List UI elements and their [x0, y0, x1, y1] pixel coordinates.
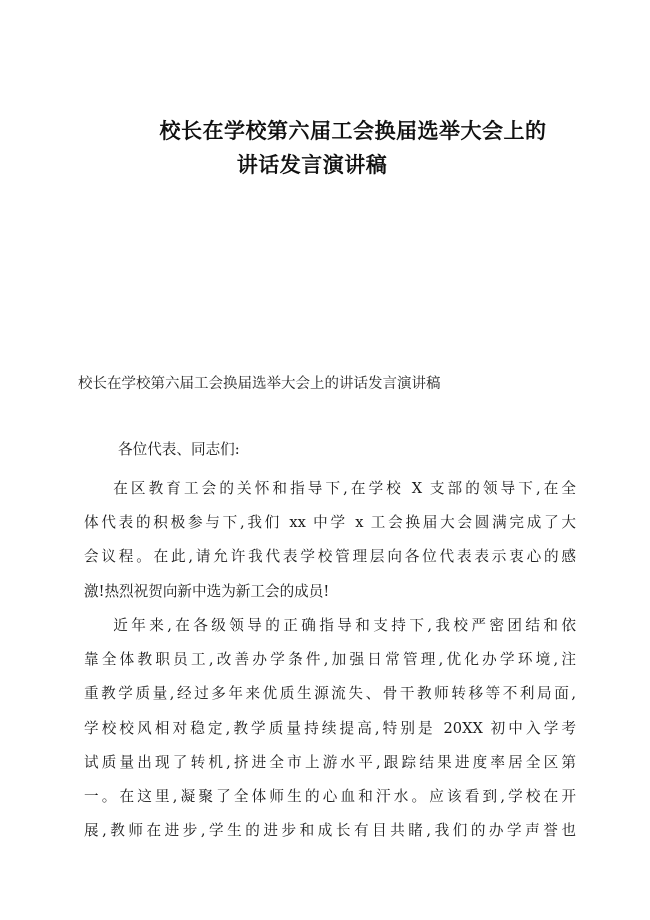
paragraph-2-line-6: 一。在这里,凝聚了全体师生的心血和汗水。应该看到,学校在开 — [84, 788, 576, 806]
paragraph-2-line-2: 靠全体教职员工,改善办学条件,加强日常管理,优化办学环境,注 — [84, 651, 576, 669]
paragraph-1-line-1: 在区教育工会的关怀和指导下,在学校 X 支部的领导下,在全 — [113, 480, 576, 497]
greeting-line: 各位代表、同志们: — [118, 441, 240, 458]
paragraph-2-line-3: 重教学质量,经过多年来优质生源流失、骨干教师转移等不利局面, — [84, 685, 576, 703]
paragraph-2 — [84, 609, 576, 848]
paragraph-2-line-4: 学校校风相对稳定,教学质量持续提高,特别是 20XX 初中入学考 — [84, 719, 576, 737]
paragraph-1 — [84, 472, 576, 609]
paragraph-1-line-3: 会议程。在此,请允许我代表学校管理层向各位代表表示衷心的感 — [84, 548, 576, 566]
document-title-line-2: 讲话发言演讲稿 — [236, 153, 388, 177]
paragraph-1-line-4: 激!热烈祝贺向新中选为新工会的成员! — [84, 582, 330, 600]
paragraph-2-line-7: 展,教师在进步,学生的进步和成长有目共睹,我们的办学声誉也 — [84, 822, 576, 840]
paragraph-1-line-2: 体代表的积极参与下,我们 xx 中学 x 工会换届大会圆满完成了大 — [84, 514, 576, 532]
document-title-line-1: 校长在学校第六届工会换届选举大会上的 — [159, 119, 547, 143]
paragraph-2-line-1: 近年来,在各级领导的正确指导和支持下,我校严密团结和依 — [113, 617, 576, 634]
paragraph-2-line-5: 试质量出现了转机,挤进全市上游水平,跟踪结果进度率居全区第 — [84, 753, 576, 771]
document-subtitle: 校长在学校第六届工会换届选举大会上的讲话发言演讲稿 — [78, 376, 441, 392]
